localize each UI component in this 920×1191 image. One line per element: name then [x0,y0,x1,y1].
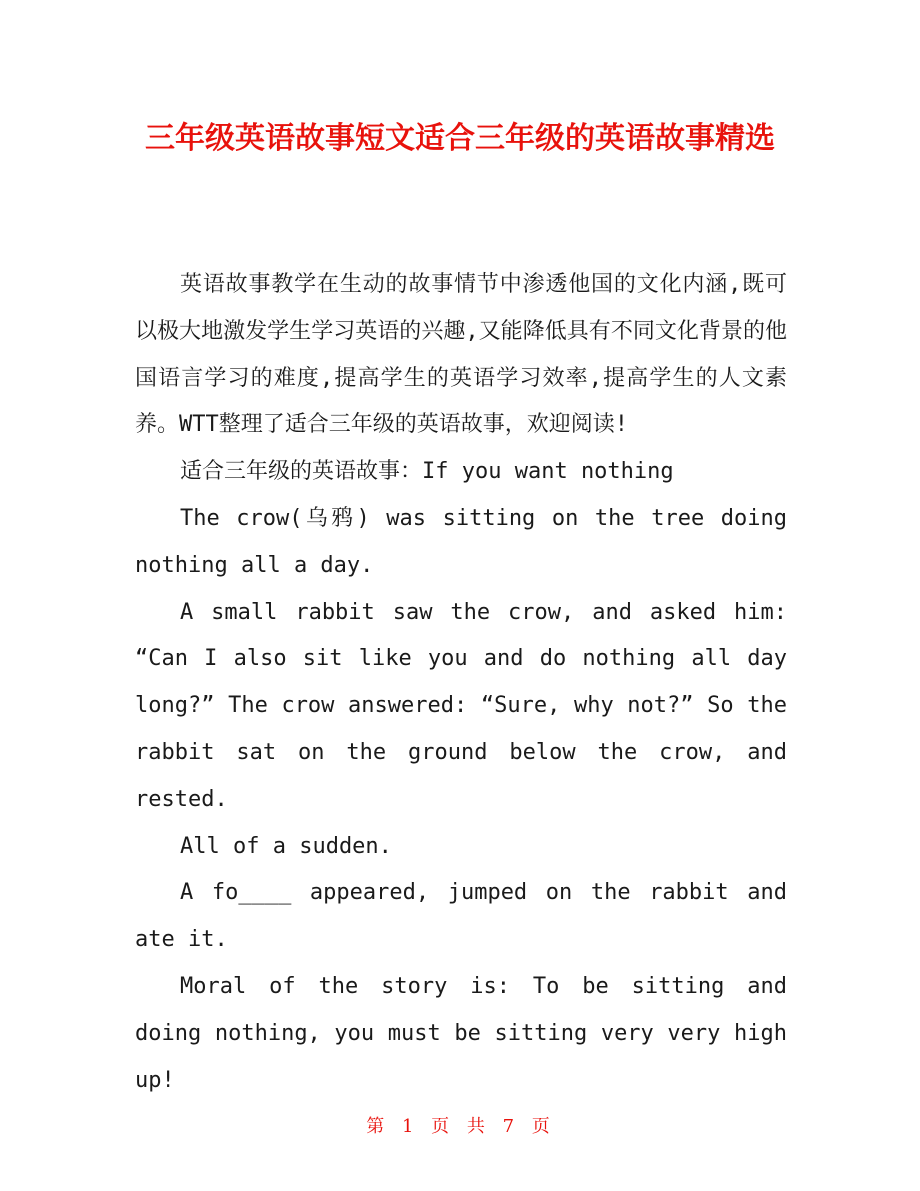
paragraph-intro: 英语故事教学在生动的故事情节中渗透他国的文化内涵,既可以极大地激发学生学习英语的兴趣,又能降低具有不同文化背景的他国语言学习的难度,提高学生的英语学习效率,提高学生的人文素养。WTT整理了适合三年级的英语故事，欢迎阅读! [135,272,787,438]
paragraph-rabbit: A small rabbit saw the crow, and asked him: “Can I also sit like you and do nothing all day long?” The crow answered: “Sure, why not?” So the rabbit sat on the ground below the crow, and rested. [135,599,787,812]
paragraph-crow: The crow(乌鸦) was sitting on the tree doing nothing all a day. [135,505,787,578]
paragraph-fox: A fo____ appeared, jumped on the rabbit and ate it. [135,880,787,953]
paragraph-sudden: All of a sudden. [180,833,392,859]
paragraph-story-heading: 适合三年级的英语故事：If you want nothing [180,459,674,485]
paragraph-moral: Moral of the story is: To be sitting and doing nothing, you must be sitting very very high up! [135,973,787,1093]
page-number: 第 1 页 共 7 页 [366,1116,554,1137]
document-title: 三年级英语故事短文适合三年级的英语故事精选 [145,121,775,156]
document-body [135,262,787,1104]
